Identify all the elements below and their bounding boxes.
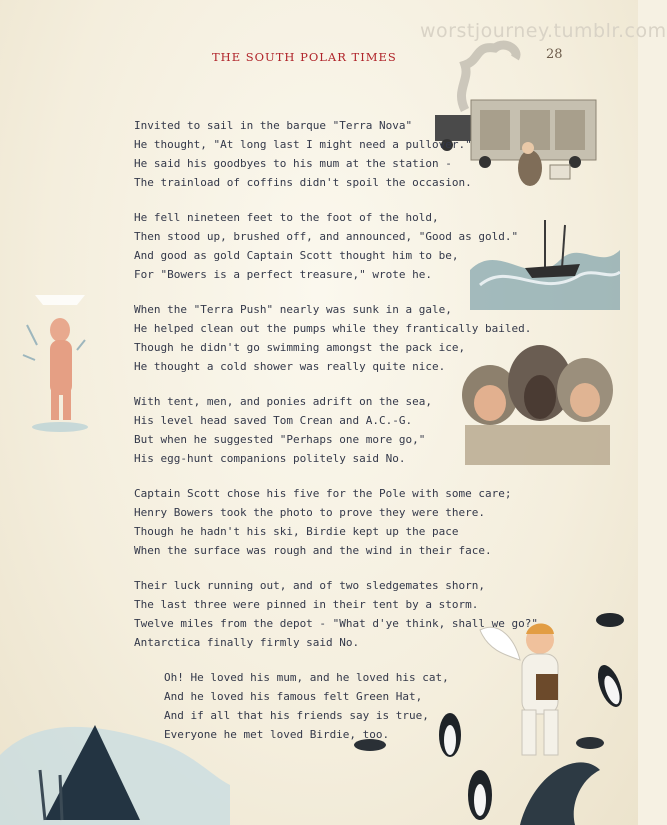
stanza	[134, 484, 574, 560]
poem-line: He fell nineteen feet to the foot of the hold,	[134, 211, 439, 224]
poem-line: His egg-hunt companions politely said No.	[134, 452, 406, 465]
newspaper-title: THE SOUTH POLAR TIMES	[212, 50, 397, 64]
poem-line: Antarctica finally firmly said No.	[134, 636, 360, 649]
poem-line: The last three were pinned in their tent by a storm.	[134, 598, 479, 611]
refrain-stanza	[164, 668, 574, 744]
poem-line: Henry Bowers took the photo to prove they were there.	[134, 506, 485, 519]
poem-line: The trainload of coffins didn't spoil the occasion.	[134, 176, 472, 189]
poem-line: Their luck running out, and of two sledgemates shorn,	[134, 579, 485, 592]
stanza	[134, 116, 574, 192]
poem-line: Captain Scott chose his five for the Pole with some care;	[134, 487, 512, 500]
poem-line: Oh! He loved his mum, and he loved his cat,	[164, 671, 449, 684]
poem-line: For "Bowers is a perfect treasure," wrote he.	[134, 268, 433, 281]
watermark: worstjourney.tumblr.com	[420, 20, 667, 42]
poem-line: And he loved his famous felt Green Hat,	[164, 690, 423, 703]
stanza	[134, 208, 574, 284]
poem-line: And if all that his friends say is true,	[164, 709, 429, 722]
poem-line: Then stood up, brushed off, and announced, "Good as gold."	[134, 230, 519, 243]
stanza	[134, 392, 574, 468]
poem-line: Everyone he met loved Birdie, too.	[164, 728, 390, 741]
poem-line: He said his goodbyes to his mum at the station -	[134, 157, 452, 170]
poem-line: His level head saved Tom Crean and A.C.-G.	[134, 414, 413, 427]
shower-figure-illustration	[15, 285, 100, 435]
poem-line: He thought, "At long last I might need a pullover."	[134, 138, 472, 151]
poem-line: Twelve miles from the depot - "What d'ye think, shall we go?"	[134, 617, 538, 630]
poem-line: With tent, men, and ponies adrift on the sea,	[134, 395, 433, 408]
poem	[134, 116, 574, 760]
poem-line: When the surface was rough and the wind in their face.	[134, 544, 492, 557]
stanza	[134, 576, 574, 652]
stanza	[134, 300, 574, 376]
poem-line: Invited to sail in the barque "Terra Nova"	[134, 119, 413, 132]
poem-line: But when he suggested "Perhaps one more go,"	[134, 433, 426, 446]
poem-line: When the "Terra Push" nearly was sunk in a gale,	[134, 303, 452, 316]
poem-line: And good as gold Captain Scott thought him to be,	[134, 249, 459, 262]
page-number: 28	[546, 47, 563, 62]
poem-line: Though he hadn't his ski, Birdie kept up the pace	[134, 525, 459, 538]
poem-line: He thought a cold shower was really quite nice.	[134, 360, 446, 373]
poem-line: Though he didn't go swimming amongst the pack ice,	[134, 341, 466, 354]
poem-line: He helped clean out the pumps while they frantically bailed.	[134, 322, 532, 335]
